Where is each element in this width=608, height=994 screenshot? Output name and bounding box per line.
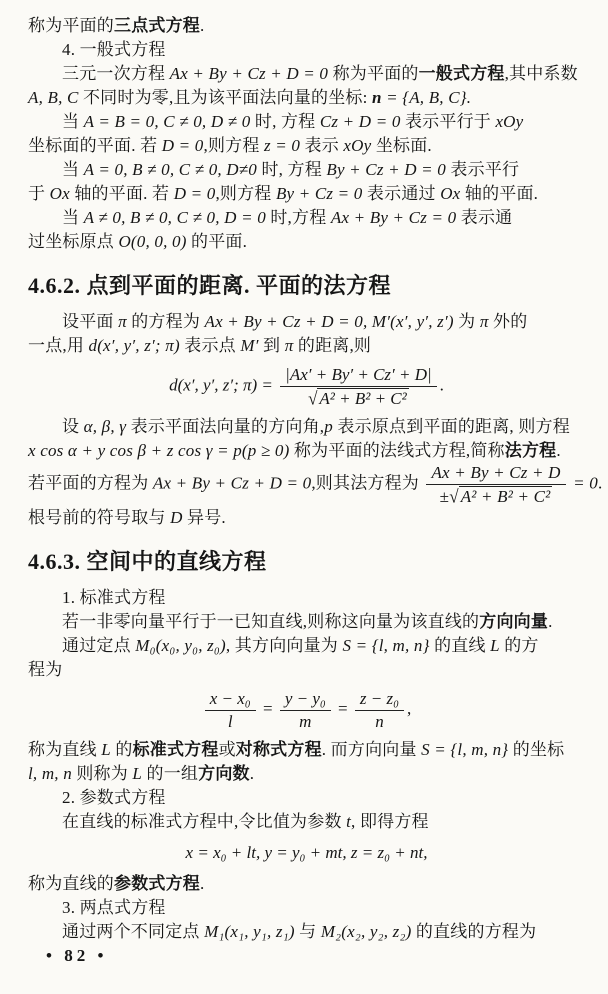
paragraph-line [28,134,585,158]
text-run: x = x₀ + lt, y = y₀ + mt, z = z₀ + nt, [185,843,428,863]
text-run: Ax + By + Cz + D = 0, M′(x′, y′, z′) [204,312,454,331]
text-run: ,则其法方程为 [311,473,424,493]
fraction-numerator [355,689,404,711]
emphasis-term: 标准式方程 [132,740,219,760]
paragraph-line [28,439,585,463]
text-run: A = 0, B ≠ 0, C ≠ 0, D≠0 [83,160,257,179]
emphasis-term: 一般式方程 [418,64,505,83]
text-run: 外的 [488,312,528,331]
text-run: 轴的平面. [460,184,539,203]
text-run: A² + B² + C² [460,486,551,506]
text-run: . [200,874,205,894]
text-run: xOy [343,136,372,155]
text-run: S = {l, m, n} [421,740,509,760]
text-run: 轴的平面. 若 [69,184,174,203]
text-run: 称为直线的 [28,874,114,894]
text-run: 的方程为 [126,312,205,331]
text-run: 异号. [182,508,226,528]
text-run: π [284,336,294,355]
text-run: 4. 一般式方程 [62,40,166,59]
text-run: xOy [495,112,524,131]
text-run: 表示点 [179,336,241,355]
text-run: z = 0 [264,136,301,155]
text-run: L [101,740,111,760]
text-run: l [227,711,233,731]
text-run: 为 [453,312,480,331]
text-run: 在直线的标准式方程中,令比值为参数 [62,812,347,832]
text-run: p [324,417,333,437]
text-run: m [299,711,312,731]
text-run: O(0, 0, 0) [118,232,187,251]
text-run: α, β, γ [83,417,127,437]
paragraph-line [28,762,585,786]
text-run: A² + B² + C² [319,388,407,408]
text-run: L [132,764,143,784]
text-run: 过坐标原点 [28,232,119,251]
text-run: M₀(x₀, y₀, z₀) [135,636,226,656]
text-run: ,则方程 [215,184,276,203]
text-run: 则称为 [71,764,133,784]
paragraph-line [28,786,585,810]
text-run: 的距离,则 [293,336,372,355]
paragraph-line [28,310,585,334]
radical [308,388,409,409]
text-run: 表示 [300,136,344,155]
text-run: = {A, B, C}. [381,88,472,107]
text-run: Ax + By + Cz = 0 [330,208,457,227]
paragraph-line [28,158,585,182]
paragraph-line [28,634,585,658]
text-run: 的一组 [142,764,199,784]
emphasis-term: 方向向量 [479,612,549,632]
paragraph-line [28,14,585,38]
text-run: Ox [49,184,70,203]
text-run: By + Cz + D = 0 [326,160,446,179]
text-run: Ax + By + Cz + D [431,463,561,483]
text-run: 或 [218,740,236,760]
text-run: . 而方向向量 [321,740,422,760]
text-run: = [333,699,352,719]
text-run: 程为 [28,660,63,680]
text-run: 称为平面的 [328,64,419,83]
paragraph-line [28,872,585,896]
text-run: d(x′, y′, z′; π) = [169,375,278,395]
text-run: 的直线的方程为 [411,922,537,942]
text-run: 时, 方程 [250,112,320,131]
text-run: 于 [28,184,50,203]
text-run: Ox [440,184,461,203]
text-run: ,其中系数 [504,64,578,83]
text-run: By + Cz = 0 [275,184,363,203]
text-run: Ax + By + Cz + D = 0 [169,64,329,83]
paragraph-line [28,463,603,507]
document-body [28,14,603,944]
emphasis-term: 参数式方程 [114,874,200,894]
fraction-denominator [280,387,437,409]
emphasis-term: n [372,88,382,107]
text-run: 当 [62,160,84,179]
text-run: = 0 [568,473,598,493]
text-run: ± [439,486,450,506]
fraction-denominator [426,485,565,507]
paragraph-line [28,110,585,134]
radical [449,486,552,507]
text-run: M₁(x₁, y₁, z₁) [204,922,295,942]
text-run: 的直线 [429,636,491,656]
emphasis-term: 法方程 [504,441,557,461]
fraction-numerator [426,463,565,485]
text-run: π [118,312,127,331]
text-run: D = 0 [173,184,216,203]
text-run: M₂(x₂, y₂, z₂) [320,922,412,942]
text-run: 当 [62,208,84,227]
text-run: t [346,812,352,832]
fraction-numerator [280,689,331,711]
fraction [280,365,437,408]
text-run: 表示通过 [362,184,441,203]
text-run: . [439,375,444,395]
emphasis-term: 三点式方程 [114,16,200,35]
paragraph-line [28,230,585,254]
fraction-numerator [205,689,256,711]
paragraph-line [28,658,585,682]
text-run: 时,方程 [265,208,331,227]
text-run: D [170,508,183,528]
text-run: . [597,473,603,493]
text-run: . [200,16,205,35]
text-run: y − y₀ [284,689,326,709]
radicand [459,486,553,507]
radicand [317,388,408,409]
text-run: 设平面 [62,312,119,331]
paragraph-line [28,415,585,439]
paragraph-line [28,506,585,530]
text-run: , 其方向向量为 [225,636,343,656]
text-run: Ax + By + Cz + D = 0 [152,473,312,493]
text-run: 到 [258,336,285,355]
text-run: , 即得方程 [351,812,429,832]
text-run: 与 [294,922,321,942]
text-run: z − z₀ [359,689,400,709]
paragraph-line [28,610,585,634]
radical-sign-icon: √ [308,387,318,409]
text-run: Cz + D = 0 [319,112,401,131]
text-run: 通过定点 [62,636,136,656]
text-run: 表示平行于 [400,112,496,131]
text-run: 表示平行 [445,160,520,179]
text-run: 坐标面的平面. 若 [28,136,162,155]
text-run: = [258,699,277,719]
text-run: 的平面. [186,232,248,251]
emphasis-term: 对称式方程 [235,740,322,760]
paragraph-line [28,586,585,610]
text-run: 2. 参数式方程 [62,788,166,808]
fraction-denominator [205,711,256,732]
text-run: n [375,711,384,731]
text-run: 通过两个不同定点 [62,922,205,942]
fraction [280,689,331,731]
text-run: 表示通 [456,208,513,227]
paragraph-line [28,334,585,358]
paragraph-line [28,738,585,762]
text-run: 的 [110,740,133,760]
text-run: 的坐标 [508,740,565,760]
text-run: 坐标面. [371,136,432,155]
text-run: 1. 标准式方程 [62,588,166,608]
text-run: 称为平面的 [28,16,114,35]
fraction-denominator [355,711,404,732]
text-run: 当 [62,112,84,131]
display-formula [28,841,585,865]
paragraph-line [28,38,585,62]
text-run: L [490,636,500,656]
text-run: 若平面的方程为 [28,473,153,493]
fraction-numerator [280,365,437,387]
text-run: 表示平面法向量的方向角, [126,417,325,437]
text-run: . [556,441,561,461]
paragraph-line [28,206,585,230]
text-run: M′ [240,336,259,355]
page-number: • 82 • [46,946,108,965]
text-run: A ≠ 0, B ≠ 0, C ≠ 0, D = 0 [83,208,266,227]
paragraph-line [28,182,585,206]
text-run: . [548,612,553,632]
text-run: S = {l, m, n} [342,636,430,656]
text-run: l, m, n [28,764,72,784]
text-run: D = 0 [161,136,204,155]
paragraph-line [28,896,585,920]
text-run: ,则方程 [203,136,264,155]
text-run: A, B, C [28,88,79,107]
text-run: d(x′, y′, z′; π) [88,336,180,355]
text-run: 设 [62,417,84,437]
paragraph-line [28,920,585,944]
text-run: 三元一次方程 [62,64,170,83]
text-run: 称为直线 [28,740,102,760]
emphasis-term: 方向数 [198,764,250,784]
radical-sign-icon: √ [449,485,459,507]
text-run: A = B = 0, C ≠ 0, D ≠ 0 [83,112,251,131]
text-run: |Ax′ + By′ + Cz′ + D| [285,365,432,384]
fraction-denominator [280,711,331,732]
text-run: 根号前的符号取与 [28,508,171,528]
paragraph-line [28,810,585,834]
text-run: 时, 方程 [257,160,327,179]
text-run: . [249,764,255,784]
text-run: 3. 两点式方程 [62,898,166,918]
fraction [205,689,256,731]
text-run: 的方 [499,636,539,656]
display-formula [28,689,585,731]
text-run: π [479,312,489,331]
text-run: x − x₀ [209,689,251,709]
text-run: 不同时为零,且为该平面法向量的坐标: [78,88,372,107]
display-formula [28,365,585,408]
paragraph-line [28,86,585,110]
text-run: , [407,699,412,719]
section-heading: 4.6.2. 点到平面的距离. 平面的法方程 [28,273,392,298]
section-heading: 4.6.3. 空间中的直线方程 [28,549,267,575]
fraction [426,463,565,506]
text-run: 表示原点到平面的距离, 则方程 [332,417,570,437]
paragraph-line [28,62,585,86]
text-run: 称为平面的法线式方程,简称 [289,441,505,461]
text-run: x cos α + y cos β + z cos γ = p(p ≥ 0) [28,441,290,461]
text-run: 若一非零向量平行于一已知直线,则称这向量为该直线的 [62,612,480,632]
text-run: 一点,用 [28,336,89,355]
fraction [355,689,404,731]
